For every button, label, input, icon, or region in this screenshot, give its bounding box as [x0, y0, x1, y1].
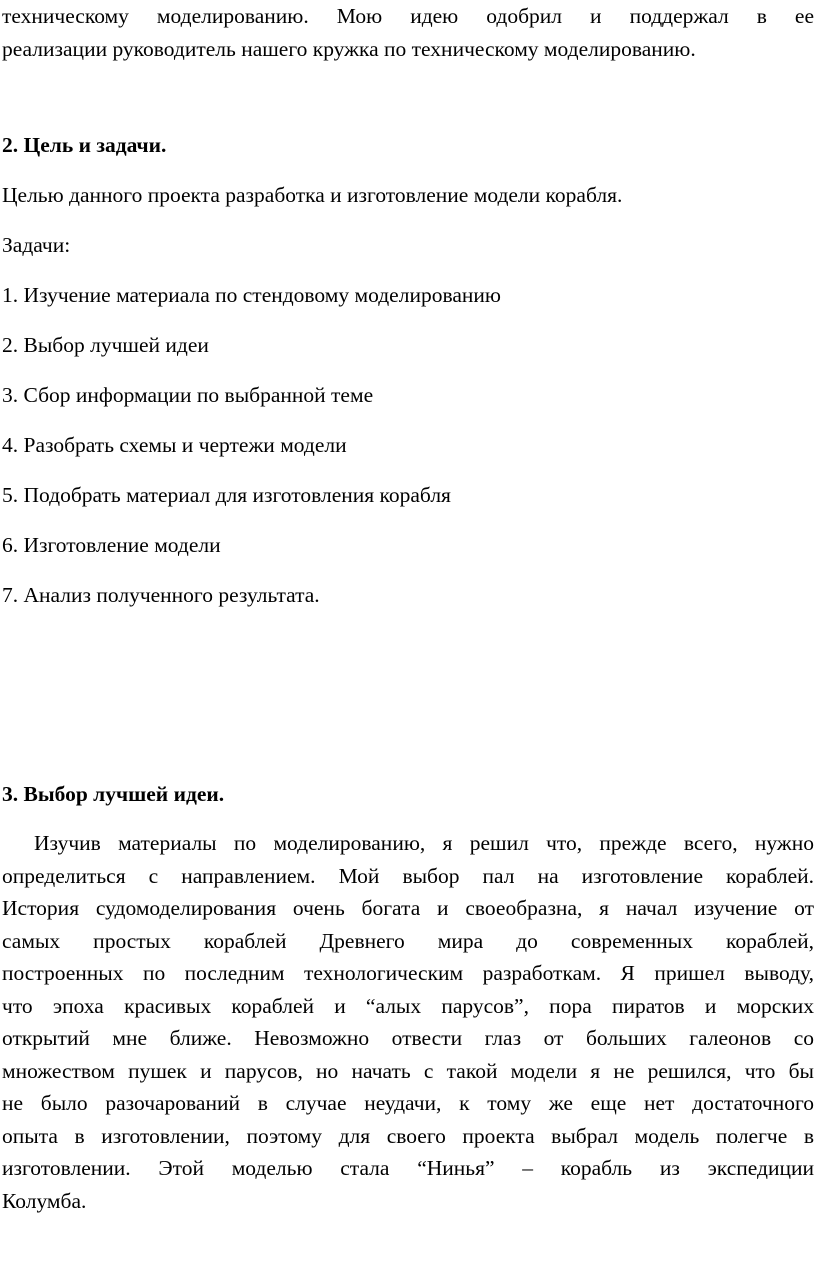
tasks-label: Задачи: [2, 233, 71, 257]
section-2-heading: 2. Цель и задачи. [2, 133, 167, 157]
intro-paragraph [2, 0, 814, 65]
paragraph-line: изготовлении. Этой моделью стала “Нинья” – корабль из экспедиции [2, 1156, 814, 1180]
task-item: 1. Изучение материала по стендовому моделированию [2, 283, 501, 307]
task-item: 7. Анализ полученного результата. [2, 583, 320, 607]
intro-line-1: техническому моделированию. Мою идею одобрил и поддержал в ее [2, 4, 814, 28]
task-item: 4. Разобрать схемы и чертежи модели [2, 433, 347, 457]
section-3-heading: 3. Выбор лучшей идеи. [2, 782, 225, 806]
intro-line-2: реализации руководитель нашего кружка по техническому моделированию. [2, 36, 696, 61]
paragraph-line: построенных по последним технологическим разработкам. Я пришел выводу, [2, 961, 814, 985]
paragraph-line: что эпоха красивых кораблей и “алых парусов”, пора пиратов и морских [2, 993, 814, 1018]
paragraph-line: Изучив материалы по моделированию, я решил что, прежде всего, нужно [34, 831, 814, 855]
paragraph-line: не было разочарований в случае неудачи, к тому же еще нет достаточного [2, 1091, 814, 1115]
paragraph-line: множеством пушек и парусов, но начать с такой модели я не решился, что бы [2, 1058, 814, 1083]
task-item: 6. Изготовление модели [2, 533, 221, 557]
paragraph-line: определиться с направлением. Мой выбор пал на изготовление кораблей. [2, 863, 814, 888]
section-3-paragraph [2, 827, 814, 1217]
paragraph-line: самых простых кораблей Древнего мира до современных кораблей, [2, 928, 814, 953]
paragraph-line: Колумба. [2, 1188, 87, 1213]
task-item: 2. Выбор лучшей идеи [2, 333, 209, 357]
task-item: 3. Сбор информации по выбранной теме [2, 383, 374, 407]
goal-text: Целью данного проекта разработка и изготовление модели корабля. [2, 183, 623, 207]
paragraph-line: опыта в изготовлении, поэтому для своего проекта выбрал модель полегче в [2, 1123, 814, 1148]
task-item: 5. Подобрать материал для изготовления корабля [2, 483, 451, 507]
paragraph-line: История судомоделирования очень богата и своеобразна, я начал изучение от [2, 896, 814, 920]
paragraph-line: открытий мне ближе. Невозможно отвести глаз от больших галеонов со [2, 1026, 814, 1050]
